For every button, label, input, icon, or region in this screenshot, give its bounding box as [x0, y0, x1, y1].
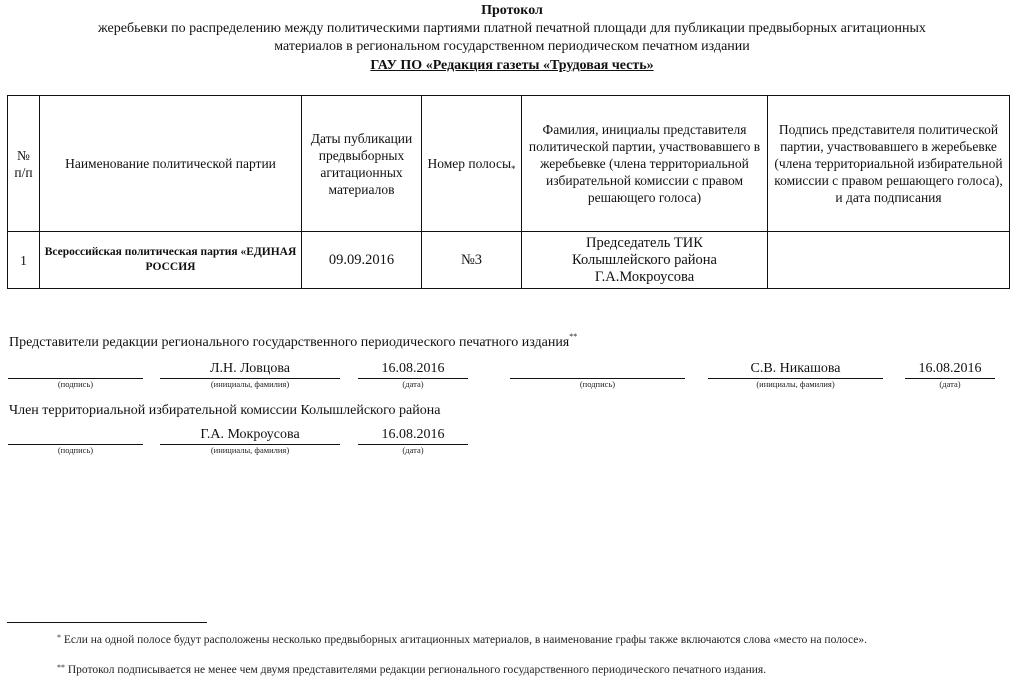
caption-date: (дата): [402, 445, 424, 455]
table-header-row: [8, 96, 1010, 232]
footnote-divider: [7, 622, 207, 623]
row-party: Всероссийская политическая партия «ЕДИНАЯ РОССИЯ: [40, 232, 302, 289]
header-signature: Подпись представителя политической партии, участвовавшего в жеребьевке (члена территориальной избирательной комиссии с правом решающего голоса), и дата подписания: [768, 96, 1010, 232]
editorial-title-text: Представители редакции регионального государственного периодического печатного издания: [9, 335, 570, 350]
editorial-rep1-name: Л.Н. Ловцова: [160, 361, 340, 379]
rep-line1: Председатель ТИК: [586, 234, 703, 251]
commission-member-signature-field[interactable]: [8, 427, 143, 445]
editorial-rep1-signature-field[interactable]: [8, 361, 143, 379]
header-num: № п/п: [8, 96, 40, 232]
editorial-rep2-name: С.В. Никашова: [708, 361, 883, 379]
row-page: №3: [422, 232, 522, 289]
publisher-name: ГАУ ПО «Редакция газеты «Трудовая честь»: [370, 58, 654, 73]
caption-signature: (подпись): [57, 379, 94, 389]
caption-signature: (подпись): [579, 379, 616, 389]
header-dates: Даты публикации предвыборных агитационных материалов: [302, 96, 422, 232]
row-representative: [522, 232, 768, 289]
caption-initials: (инициалы, фамилия): [210, 379, 290, 389]
document-subtitle-line2: материалов в региональном государственном периодическом печатном издании: [274, 39, 750, 54]
commission-member-date: 16.08.2016: [358, 427, 468, 445]
rep-line2: Колышлейского района: [572, 251, 717, 268]
footnote-2: [57, 663, 1017, 678]
header-page: [422, 96, 522, 232]
header-page-label: Номер полосы: [427, 156, 512, 171]
footnote-2-mark: **: [57, 663, 65, 672]
footnote-1-mark: *: [57, 633, 61, 642]
row-num: 1: [8, 232, 40, 289]
footnote-2-text: Протокол подписывается не менее чем двумя представителями редакции регионального государственного периодического печатного издания.: [67, 664, 767, 676]
row-signature: [768, 232, 1010, 289]
editorial-rep2-signature-field[interactable]: [510, 361, 685, 379]
caption-date: (дата): [939, 379, 961, 389]
header-representative: Фамилия, инициалы представителя политической партии, участвовавшего в жеребьевке (члена территориальной избирательной комиссии с правом решающего голоса): [522, 96, 768, 232]
caption-initials: (инициалы, фамилия): [210, 445, 290, 455]
footnote-1: [9, 633, 1019, 648]
document-subtitle-line1: жеребьевки по распределению между политическими партиями платной печатной площади для публикации предвыборных агитационных: [98, 21, 926, 36]
editorial-rep1-date: 16.08.2016: [358, 361, 468, 379]
rep-line3: Г.А.Мокроусова: [594, 268, 695, 285]
commission-title: Член территориальной избирательной комиссии Колышлейского района: [9, 403, 441, 418]
footnote-1-text: Если на одной полосе будут расположены несколько предвыборных агитационных материалов, в наименование графы также включаются слова «место на полосе».: [63, 634, 867, 646]
editorial-title: [9, 332, 578, 351]
row-date: 09.09.2016: [302, 232, 422, 289]
caption-date: (дата): [402, 379, 424, 389]
editorial-footnote-mark: **: [569, 332, 578, 341]
caption-signature: (подпись): [57, 445, 94, 455]
table-row: [8, 232, 1010, 289]
header-party: Наименование политической партии: [40, 96, 302, 232]
draw-results-table: [7, 95, 1010, 289]
editorial-rep2-date: 16.08.2016: [905, 361, 995, 379]
header-page-footnote-mark: *: [511, 164, 516, 174]
commission-member-name: Г.А. Мокроусова: [160, 427, 340, 445]
caption-initials: (инициалы, фамилия): [756, 379, 835, 389]
document-title: Протокол: [481, 3, 543, 18]
